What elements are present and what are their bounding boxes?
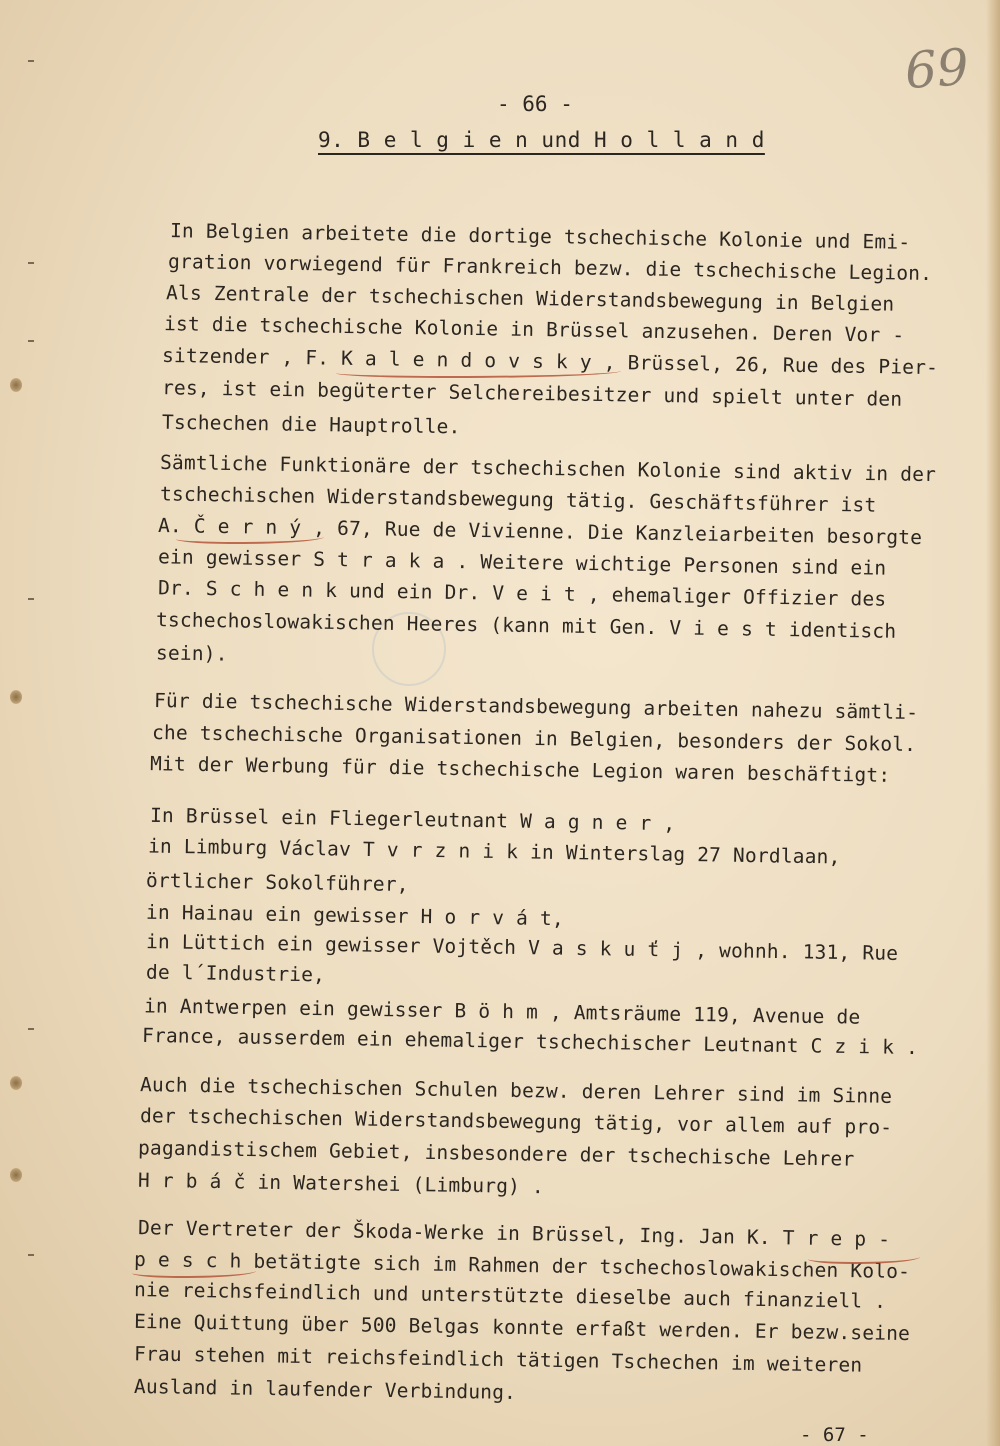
- text-line: pagandistischem Gebiet, insbesondere der tschechische Lehrer: [137, 1136, 855, 1171]
- text-line: örtlicher Sokolführer,: [145, 868, 409, 897]
- margin-mark: [28, 1254, 34, 1256]
- text-line: Für die tschechische Widerstandsbewegung arbeiten nahezu sämtli-: [153, 688, 919, 725]
- text-line: in Lüttich ein gewisser Vojtěch V a s k u ť j , wohnh. 131, Rue: [145, 930, 899, 965]
- text-line: sein).: [155, 641, 228, 666]
- text-line: A. Č e r n ý , 67, Rue de Vivienne. Die Kanzleiarbeiten besorgte: [157, 513, 923, 550]
- red-pencil-underline: [336, 366, 621, 378]
- text-line: Dr. S c h e n k und ein Dr. V e i t , ehemaliger Offizier des: [157, 576, 887, 611]
- text-line: In Brüssel ein Fliegerleutnant W a g n e r ,: [149, 803, 676, 836]
- text-line: p e s c h betätigte sich im Rahmen der tschechoslowakischen Kolo-: [133, 1247, 911, 1284]
- text-line: in Hainau ein gewisser H o r v á t,: [145, 900, 565, 931]
- page-edge-shadow: [986, 0, 1000, 1446]
- text-line: Als Zentrale der tschechischen Widerstandsbewegung in Belgien: [165, 281, 895, 316]
- archive-page-number: 69: [903, 37, 971, 101]
- text-line: sitzender , F. K a l e n d o v s k y , Brüssel, 26, Rue des Pier-: [161, 343, 939, 380]
- page-number-bottom: - 67 -: [800, 1424, 869, 1446]
- punch-hole: [10, 378, 22, 392]
- text-line: Ausland in laufender Verbindung.: [133, 1375, 517, 1404]
- text-line: Auch die tschechischen Schulen bezw. deren Lehrer sind im Sinne: [139, 1073, 893, 1108]
- text-line: in Limburg Václav T v r z n i k in Winterslag 27 Nordlaan,: [147, 834, 841, 869]
- text-line: France, ausserdem ein ehemaliger tschechischer Leutnant C z i k .: [141, 1023, 919, 1060]
- punch-hole: [10, 1076, 22, 1090]
- text-line: tschechoslowakischen Heeres (kann mit Gen. V i e s t identisch: [155, 608, 897, 643]
- text-line: nie reichsfeindlich und unterstützte dieselbe auch finanziell .: [133, 1278, 887, 1313]
- text-line: in Antwerpen ein gewisser B ö h m , Amtsräume 119, Avenue de: [143, 994, 861, 1029]
- margin-mark: [28, 262, 34, 264]
- margin-mark: [28, 340, 34, 342]
- text-line: ein gewisser S t r a k a . Weitere wichtige Personen sind ein: [157, 545, 887, 580]
- margin-mark: [28, 598, 34, 600]
- text-line: H r b á č in Watershei (Limburg) .: [137, 1168, 545, 1199]
- page-number-top: - 66 -: [497, 92, 573, 116]
- text-line: Tschechen die Hauptrolle.: [161, 410, 461, 439]
- margin-mark: [28, 1028, 34, 1030]
- margin-mark: [28, 60, 34, 62]
- text-line: Der Vertreter der Škoda-Werke in Brüssel, Ing. Jan K. T r e p -: [137, 1216, 891, 1251]
- text-line: gration vorwiegend für Frankreich bezw. die tschechische Legion.: [167, 249, 933, 286]
- red-pencil-underline: [132, 1266, 256, 1278]
- text-line: tschechischen Widerstandsbewegung tätig. Geschäftsführer ist: [159, 482, 877, 517]
- red-pencil-underline: [176, 532, 324, 544]
- text-line: che tschechische Organisationen in Belgien, besonders der Sokol.: [151, 720, 917, 757]
- text-line: Sämtliche Funktionäre der tschechischen Kolonie sind aktiv in der: [159, 450, 937, 487]
- section-heading: 9. B e l g i e n und H o l l a n d: [318, 128, 765, 152]
- punch-hole: [10, 690, 22, 704]
- punch-hole: [10, 1168, 22, 1182]
- text-line: In Belgien arbeitete die dortige tschechische Kolonie und Emi-: [169, 219, 911, 254]
- text-line: de l´Industrie,: [145, 960, 326, 987]
- text-line: ist die tschechische Kolonie in Brüssel anzusehen. Deren Vor -: [163, 312, 905, 347]
- text-line: der tschechischen Widerstandsbewegung tätig, vor allem auf pro-: [139, 1104, 893, 1139]
- text-line: Frau stehen mit reichsfeindlich tätigen Tschechen im weiteren: [133, 1342, 863, 1377]
- text-line: res, ist ein begüterter Selchereibesitzer und spielt unter den: [161, 376, 903, 411]
- text-line: Mit der Werbung für die tschechische Legion waren beschäftigt:: [149, 752, 891, 787]
- text-line: Eine Quittung über 500 Belgas konnte erfaßt werden. Er bezw.seine: [133, 1309, 911, 1346]
